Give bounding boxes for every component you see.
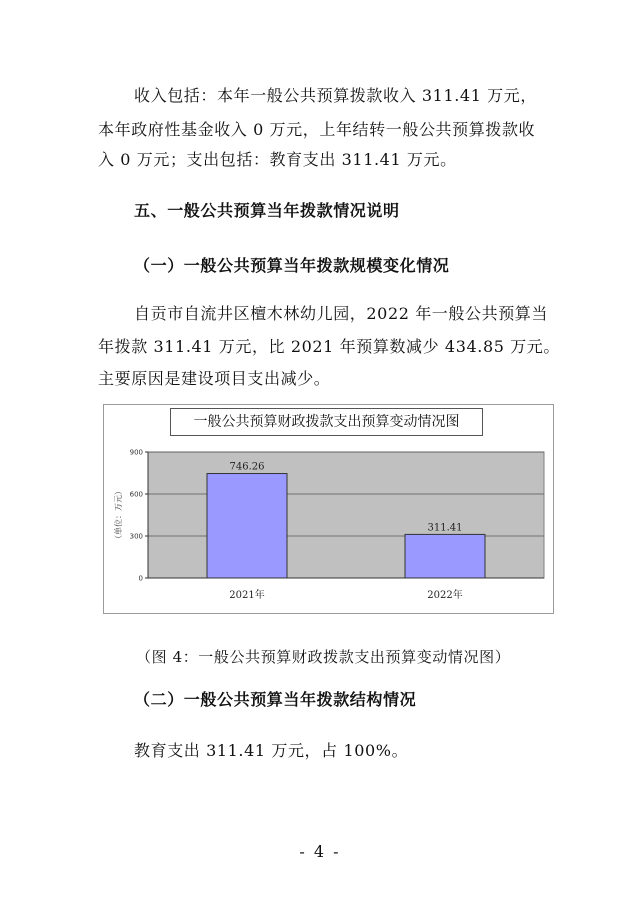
paragraph-income-line-3: 入 0 万元；支出包括：教育支出 311.41 万元。 bbox=[98, 150, 457, 169]
y-tick-label: 600 bbox=[129, 490, 143, 499]
chart-y-axis-label: （单位：万元） bbox=[114, 487, 123, 543]
chart-bar-1 bbox=[207, 474, 287, 578]
y-tick-label: 300 bbox=[129, 532, 143, 541]
paragraph-structure: 教育支出 311.41 万元，占 100%。 bbox=[134, 741, 409, 760]
section-heading-general-budget: 五、一般公共预算当年拨款情况说明 bbox=[134, 201, 400, 220]
page-number: - 4 - bbox=[299, 842, 341, 861]
y-tick-label: 0 bbox=[138, 574, 143, 583]
paragraph-income-line-1: 收入包括：本年一般公共预算拨款收入 311.41 万元， bbox=[134, 86, 537, 105]
subsection-heading-scale-change: （一）一般公共预算当年拨款规模变化情况 bbox=[134, 256, 450, 275]
paragraph-income-line-2: 本年政府性基金收入 0 万元，上年结转一般公共预算拨款收 bbox=[98, 120, 536, 139]
paragraph-scale-line-3: 主要原因是建设项目支出减少。 bbox=[98, 369, 331, 388]
chart-title: 一般公共预算财政拨款支出预算变动情况图 bbox=[170, 408, 483, 436]
paragraph-scale-line-1: 自贡市自流井区檀木林幼儿园，2022 年一般公共预算当 bbox=[134, 304, 549, 323]
subsection-heading-structure: （二）一般公共预算当年拨款结构情况 bbox=[134, 690, 417, 709]
chart-x-ticks bbox=[229, 588, 462, 601]
y-tick-label: 900 bbox=[129, 448, 143, 457]
chart-bar-value-label: 746.26 bbox=[229, 461, 265, 473]
figure-caption: （图 4：一般公共预算财政拨款支出预算变动情况图） bbox=[136, 648, 511, 666]
x-category-label: 2021年 bbox=[229, 590, 265, 601]
chart-bar-value-label: 311.41 bbox=[427, 522, 463, 534]
paragraph-scale-line-2: 年拨款 311.41 万元，比 2021 年预算数减少 434.85 万元。 bbox=[98, 337, 561, 356]
chart-y-ticks bbox=[130, 449, 148, 583]
chart-bar-2 bbox=[405, 534, 485, 578]
x-category-label: 2022年 bbox=[427, 590, 463, 601]
